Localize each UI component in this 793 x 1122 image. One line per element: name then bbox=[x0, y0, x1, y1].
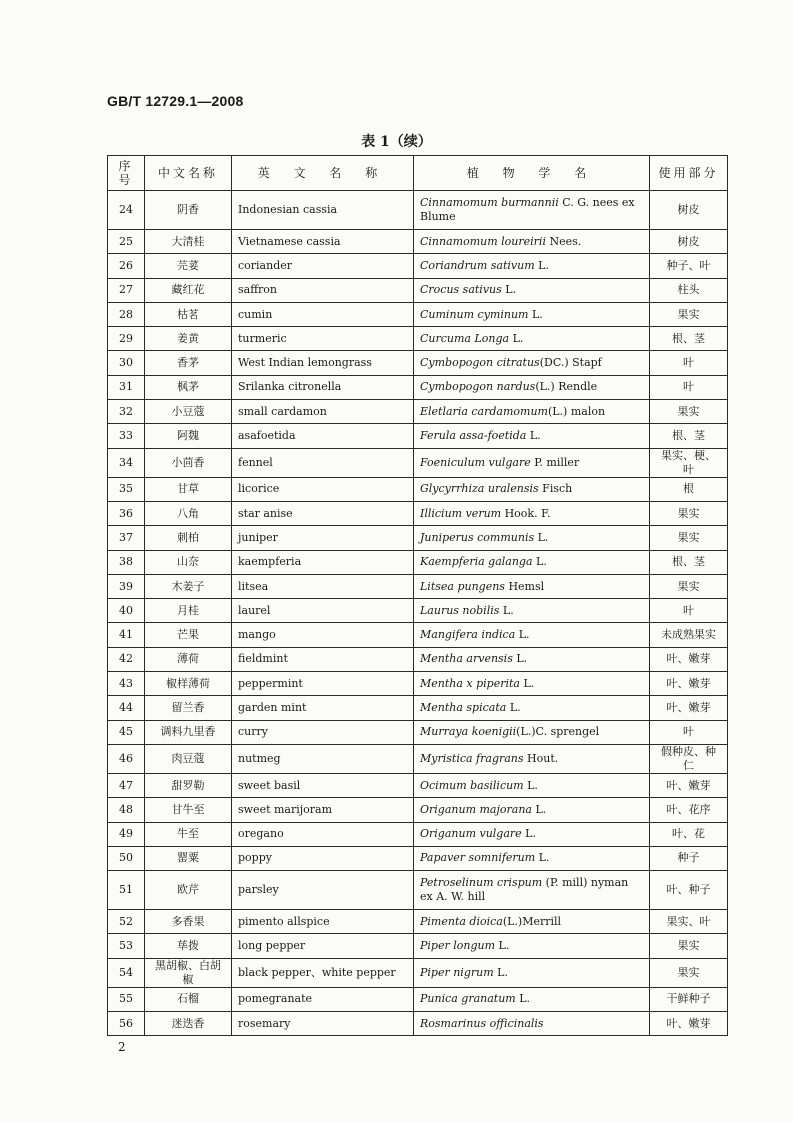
english-name: saffron bbox=[232, 278, 414, 302]
row-number: 28 bbox=[108, 302, 145, 326]
botanical-name bbox=[414, 744, 650, 773]
botanical-author: Hemsl bbox=[504, 579, 545, 593]
botanical-author: L. bbox=[515, 992, 531, 1006]
botanical-author: (L.)Merrill bbox=[502, 914, 562, 928]
plant-part: 柱头 bbox=[650, 278, 728, 302]
chinese-name: 芫荽 bbox=[145, 254, 232, 278]
table-row bbox=[108, 448, 728, 477]
plant-part: 根 bbox=[650, 477, 728, 501]
latin-binomial: Coriandrum sativum bbox=[420, 258, 535, 272]
english-name: Vietnamese cassia bbox=[232, 230, 414, 254]
botanical-author: L. bbox=[495, 939, 510, 953]
botanical-name bbox=[414, 254, 650, 278]
plant-part: 果实、叶 bbox=[650, 910, 728, 934]
botanical-author: L. bbox=[509, 331, 524, 345]
latin-binomial: Mangifera indica bbox=[420, 628, 516, 642]
table-row bbox=[108, 696, 728, 720]
botanical-author: (L.)C. sprengel bbox=[516, 725, 600, 739]
row-number: 29 bbox=[108, 327, 145, 351]
chinese-name: 肉豆蔻 bbox=[145, 744, 232, 773]
english-name: black pepper、white pepper bbox=[232, 958, 414, 987]
chinese-name: 荜拨 bbox=[145, 934, 232, 958]
row-number: 36 bbox=[108, 501, 145, 525]
english-name: peppermint bbox=[232, 672, 414, 696]
latin-binomial: Cymbopogon citratus bbox=[420, 356, 540, 370]
latin-binomial: Cinnamomum loureirii bbox=[420, 234, 546, 248]
chinese-name: 芒果 bbox=[145, 623, 232, 647]
chinese-name: 八角 bbox=[145, 501, 232, 525]
plant-part: 树皮 bbox=[650, 230, 728, 254]
chinese-name: 甘草 bbox=[145, 477, 232, 501]
row-number: 55 bbox=[108, 987, 145, 1011]
col-header-latin: 植 物 学 名 bbox=[414, 156, 650, 191]
latin-binomial: Punica granatum bbox=[420, 992, 516, 1006]
chinese-name: 多香果 bbox=[145, 910, 232, 934]
english-name: oregano bbox=[232, 822, 414, 846]
table-row bbox=[108, 623, 728, 647]
row-number: 39 bbox=[108, 574, 145, 598]
botanical-name bbox=[414, 846, 650, 870]
table-row bbox=[108, 351, 728, 375]
plant-part: 根、茎 bbox=[650, 424, 728, 448]
botanical-name bbox=[414, 1012, 650, 1036]
botanical-author: L. bbox=[531, 802, 547, 816]
plant-part: 果实 bbox=[650, 302, 728, 326]
row-number: 50 bbox=[108, 846, 145, 870]
english-name: sweet basil bbox=[232, 773, 414, 797]
english-name: rosemary bbox=[232, 1012, 414, 1036]
latin-binomial: Piper longum bbox=[420, 939, 496, 953]
botanical-name bbox=[414, 720, 650, 744]
english-name: fieldmint bbox=[232, 647, 414, 671]
latin-binomial: Papaver somniferum bbox=[420, 851, 536, 865]
latin-binomial: Origanum vulgare bbox=[420, 827, 522, 841]
botanical-name bbox=[414, 424, 650, 448]
table-row bbox=[108, 910, 728, 934]
table-row bbox=[108, 846, 728, 870]
botanical-author: L. bbox=[499, 603, 514, 617]
chinese-name: 刺柏 bbox=[145, 526, 232, 550]
botanical-author: L. bbox=[512, 652, 528, 666]
chinese-name: 椒样薄荷 bbox=[145, 672, 232, 696]
table-row bbox=[108, 672, 728, 696]
row-number: 45 bbox=[108, 720, 145, 744]
botanical-author: L. bbox=[534, 258, 549, 272]
english-name: small cardamon bbox=[232, 400, 414, 424]
row-number: 27 bbox=[108, 278, 145, 302]
latin-binomial: Illicium verum bbox=[420, 506, 502, 520]
row-number: 34 bbox=[108, 448, 145, 477]
row-number: 40 bbox=[108, 599, 145, 623]
botanical-name bbox=[414, 448, 650, 477]
latin-binomial: Mentha spicata bbox=[420, 700, 507, 714]
row-number: 43 bbox=[108, 672, 145, 696]
botanical-author: L. bbox=[535, 851, 550, 865]
botanical-author: L. bbox=[528, 307, 543, 321]
plant-part: 叶、嫩芽 bbox=[650, 1012, 728, 1036]
english-name: pimento allspice bbox=[232, 910, 414, 934]
plant-part: 未成熟果实 bbox=[650, 623, 728, 647]
latin-binomial: Ocimum basilicum bbox=[420, 778, 524, 792]
botanical-author: L. bbox=[526, 429, 541, 443]
botanical-author: L. bbox=[501, 283, 517, 297]
english-name: West Indian lemongrass bbox=[232, 351, 414, 375]
chinese-name: 山奈 bbox=[145, 550, 232, 574]
row-number: 37 bbox=[108, 526, 145, 550]
botanical-name bbox=[414, 501, 650, 525]
chinese-name: 甜罗勒 bbox=[145, 773, 232, 797]
table-row bbox=[108, 477, 728, 501]
english-name: curry bbox=[232, 720, 414, 744]
latin-binomial: Piper nigrum bbox=[420, 965, 494, 979]
plant-part: 根、茎 bbox=[650, 550, 728, 574]
row-number: 46 bbox=[108, 744, 145, 773]
table-row bbox=[108, 278, 728, 302]
table-row bbox=[108, 958, 728, 987]
row-number: 38 bbox=[108, 550, 145, 574]
english-name: fennel bbox=[232, 448, 414, 477]
botanical-name bbox=[414, 574, 650, 598]
table-row bbox=[108, 501, 728, 525]
plant-part: 树皮 bbox=[650, 191, 728, 230]
plant-part: 果实 bbox=[650, 934, 728, 958]
latin-binomial: Mentha x piperita bbox=[420, 676, 520, 690]
chinese-name: 小茴香 bbox=[145, 448, 232, 477]
english-name: laurel bbox=[232, 599, 414, 623]
botanical-author: L. bbox=[534, 530, 549, 544]
plant-part: 果实 bbox=[650, 574, 728, 598]
latin-binomial: Litsea pungens bbox=[420, 579, 505, 593]
latin-binomial: Eletlaria cardamomum bbox=[420, 404, 548, 418]
col-header-no: 序号 bbox=[108, 156, 145, 191]
botanical-name bbox=[414, 400, 650, 424]
row-number: 33 bbox=[108, 424, 145, 448]
english-name: mango bbox=[232, 623, 414, 647]
latin-binomial: Curcuma Longa bbox=[420, 331, 510, 345]
botanical-author: P. miller bbox=[530, 455, 580, 469]
row-number: 48 bbox=[108, 798, 145, 822]
col-header-en: 英 文 名 称 bbox=[232, 156, 414, 191]
english-name: star anise bbox=[232, 501, 414, 525]
row-number: 31 bbox=[108, 375, 145, 399]
row-number: 26 bbox=[108, 254, 145, 278]
chinese-name: 枫茅 bbox=[145, 375, 232, 399]
latin-binomial: Cinnamomum burmannii bbox=[420, 196, 559, 209]
page-number: 2 bbox=[118, 1040, 126, 1054]
english-name: pomegranate bbox=[232, 987, 414, 1011]
botanical-author: Fisch bbox=[538, 482, 573, 496]
latin-binomial: Myristica fragrans bbox=[420, 751, 524, 765]
botanical-author: Hook. F. bbox=[501, 506, 551, 520]
latin-binomial: Cuminum cyminum bbox=[420, 307, 529, 321]
botanical-author: (P. mill) nyman ex A. W. hill bbox=[420, 876, 629, 904]
english-name: coriander bbox=[232, 254, 414, 278]
chinese-name: 甘牛至 bbox=[145, 798, 232, 822]
row-number: 24 bbox=[108, 191, 145, 230]
botanical-name bbox=[414, 351, 650, 375]
english-name: sweet marijoram bbox=[232, 798, 414, 822]
latin-binomial: Origanum majorana bbox=[420, 802, 532, 816]
chinese-name: 黑胡椒、白胡椒 bbox=[145, 958, 232, 987]
botanical-name bbox=[414, 599, 650, 623]
chinese-name: 牛至 bbox=[145, 822, 232, 846]
botanical-author: L. bbox=[523, 778, 538, 792]
english-name: garden mint bbox=[232, 696, 414, 720]
table-row bbox=[108, 744, 728, 773]
botanical-author: (L.) malon bbox=[547, 404, 606, 418]
row-number: 32 bbox=[108, 400, 145, 424]
english-name: turmeric bbox=[232, 327, 414, 351]
table-row bbox=[108, 987, 728, 1011]
latin-binomial: Pimenta dioica bbox=[420, 914, 503, 928]
english-name: poppy bbox=[232, 846, 414, 870]
botanical-author: L. bbox=[521, 827, 536, 841]
botanical-author: Hout. bbox=[523, 751, 559, 765]
row-number: 44 bbox=[108, 696, 145, 720]
english-name: kaempferia bbox=[232, 550, 414, 574]
english-name: long pepper bbox=[232, 934, 414, 958]
plant-part: 叶、花 bbox=[650, 822, 728, 846]
plant-part: 叶、花序 bbox=[650, 798, 728, 822]
table-row bbox=[108, 798, 728, 822]
chinese-name: 阿魏 bbox=[145, 424, 232, 448]
botanical-name bbox=[414, 696, 650, 720]
botanical-name bbox=[414, 798, 650, 822]
botanical-author: C. G. nees ex Blume bbox=[420, 196, 635, 223]
botanical-name bbox=[414, 191, 650, 230]
botanical-author: L. bbox=[519, 676, 535, 690]
chinese-name: 迷迭香 bbox=[145, 1012, 232, 1036]
row-number: 47 bbox=[108, 773, 145, 797]
plant-part: 果实、梗、叶 bbox=[650, 448, 728, 477]
botanical-name bbox=[414, 230, 650, 254]
plant-part: 果实 bbox=[650, 958, 728, 987]
chinese-name: 大清桂 bbox=[145, 230, 232, 254]
botanical-name bbox=[414, 647, 650, 671]
chinese-name: 薄荷 bbox=[145, 647, 232, 671]
chinese-name: 香茅 bbox=[145, 351, 232, 375]
botanical-author: L. bbox=[515, 628, 530, 642]
english-name: cumin bbox=[232, 302, 414, 326]
latin-binomial: Cymbopogon nardus bbox=[420, 380, 536, 394]
plant-part: 叶 bbox=[650, 351, 728, 375]
spice-table bbox=[107, 155, 728, 1036]
chinese-name: 藏红花 bbox=[145, 278, 232, 302]
chinese-name: 月桂 bbox=[145, 599, 232, 623]
table-row bbox=[108, 822, 728, 846]
plant-part: 果实 bbox=[650, 400, 728, 424]
botanical-name bbox=[414, 278, 650, 302]
latin-binomial: Petroselinum crispum bbox=[420, 876, 543, 890]
plant-part: 假种皮、种仁 bbox=[650, 744, 728, 773]
botanical-name bbox=[414, 958, 650, 987]
table-row bbox=[108, 574, 728, 598]
latin-binomial: Ferula assa-foetida bbox=[420, 429, 527, 443]
table-title: 表 1（续） bbox=[361, 134, 432, 150]
table-row bbox=[108, 230, 728, 254]
row-number: 53 bbox=[108, 934, 145, 958]
english-name: licorice bbox=[232, 477, 414, 501]
botanical-name bbox=[414, 526, 650, 550]
latin-binomial: Kaempferia galanga bbox=[420, 555, 533, 569]
table-row bbox=[108, 871, 728, 910]
row-number: 56 bbox=[108, 1012, 145, 1036]
botanical-name bbox=[414, 822, 650, 846]
row-number: 30 bbox=[108, 351, 145, 375]
botanical-author: (DC.) Stapf bbox=[539, 356, 602, 370]
row-number: 49 bbox=[108, 822, 145, 846]
english-name: litsea bbox=[232, 574, 414, 598]
table-body bbox=[108, 191, 728, 1036]
english-name: Indonesian cassia bbox=[232, 191, 414, 230]
botanical-name bbox=[414, 910, 650, 934]
table-row bbox=[108, 327, 728, 351]
row-number: 42 bbox=[108, 647, 145, 671]
botanical-name bbox=[414, 327, 650, 351]
plant-part: 根、茎 bbox=[650, 327, 728, 351]
table-row bbox=[108, 302, 728, 326]
table-row bbox=[108, 191, 728, 230]
chinese-name: 罂粟 bbox=[145, 846, 232, 870]
plant-part: 叶、嫩芽 bbox=[650, 647, 728, 671]
plant-part: 叶 bbox=[650, 599, 728, 623]
latin-binomial: Rosmarinus officinalis bbox=[420, 1016, 544, 1030]
botanical-name bbox=[414, 871, 650, 910]
plant-part: 果实 bbox=[650, 501, 728, 525]
table-row bbox=[108, 720, 728, 744]
plant-part: 叶、嫩芽 bbox=[650, 672, 728, 696]
plant-part: 叶、种子 bbox=[650, 871, 728, 910]
row-number: 35 bbox=[108, 477, 145, 501]
botanical-author: (L.) Rendle bbox=[535, 380, 598, 394]
plant-part: 种子、叶 bbox=[650, 254, 728, 278]
latin-binomial: Laurus nobilis bbox=[420, 603, 500, 617]
botanical-name bbox=[414, 672, 650, 696]
botanical-author: L. bbox=[532, 555, 547, 569]
botanical-author: Nees. bbox=[545, 234, 582, 248]
plant-part: 叶 bbox=[650, 375, 728, 399]
plant-part: 叶、嫩芽 bbox=[650, 773, 728, 797]
table-row bbox=[108, 375, 728, 399]
latin-binomial: Murraya koenigii bbox=[420, 725, 517, 739]
row-number: 41 bbox=[108, 623, 145, 647]
row-number: 52 bbox=[108, 910, 145, 934]
plant-part: 叶、嫩芽 bbox=[650, 696, 728, 720]
latin-binomial: Foeniculum vulgare bbox=[420, 455, 531, 469]
table-row bbox=[108, 526, 728, 550]
botanical-name bbox=[414, 550, 650, 574]
col-header-part: 使用部分 bbox=[650, 156, 728, 191]
botanical-name bbox=[414, 302, 650, 326]
chinese-name: 枯茗 bbox=[145, 302, 232, 326]
chinese-name: 姜黄 bbox=[145, 327, 232, 351]
table-row bbox=[108, 599, 728, 623]
table-header-row bbox=[108, 156, 728, 191]
botanical-name bbox=[414, 477, 650, 501]
botanical-name bbox=[414, 375, 650, 399]
latin-binomial: Juniperus communis bbox=[420, 530, 535, 544]
row-number: 51 bbox=[108, 871, 145, 910]
plant-part: 干鲜种子 bbox=[650, 987, 728, 1011]
latin-binomial: Glycyrrhiza uralensis bbox=[420, 482, 539, 496]
english-name: Srilanka citronella bbox=[232, 375, 414, 399]
botanical-name bbox=[414, 987, 650, 1011]
chinese-name: 调料九里香 bbox=[145, 720, 232, 744]
botanical-name bbox=[414, 623, 650, 647]
english-name: juniper bbox=[232, 526, 414, 550]
latin-binomial: Crocus sativus bbox=[420, 283, 502, 297]
botanical-name bbox=[414, 934, 650, 958]
botanical-author: L. bbox=[493, 965, 508, 979]
chinese-name: 欧芹 bbox=[145, 871, 232, 910]
plant-part: 果实 bbox=[650, 526, 728, 550]
standard-code: GB/T 12729.1—2008 bbox=[107, 93, 244, 109]
english-name: parsley bbox=[232, 871, 414, 910]
row-number: 54 bbox=[108, 958, 145, 987]
chinese-name: 阴香 bbox=[145, 191, 232, 230]
plant-part: 叶 bbox=[650, 720, 728, 744]
table-row bbox=[108, 254, 728, 278]
english-name: asafoetida bbox=[232, 424, 414, 448]
table-row bbox=[108, 934, 728, 958]
col-header-cn: 中文名称 bbox=[145, 156, 232, 191]
chinese-name: 小豆蔻 bbox=[145, 400, 232, 424]
table-row bbox=[108, 773, 728, 797]
english-name: nutmeg bbox=[232, 744, 414, 773]
row-number: 25 bbox=[108, 230, 145, 254]
table-row bbox=[108, 647, 728, 671]
chinese-name: 木姜子 bbox=[145, 574, 232, 598]
latin-binomial: Mentha arvensis bbox=[420, 652, 513, 666]
plant-part: 种子 bbox=[650, 846, 728, 870]
table-row bbox=[108, 550, 728, 574]
chinese-name: 留兰香 bbox=[145, 696, 232, 720]
chinese-name: 石榴 bbox=[145, 987, 232, 1011]
table-row bbox=[108, 1012, 728, 1036]
table-row bbox=[108, 400, 728, 424]
table-row bbox=[108, 424, 728, 448]
botanical-author: L. bbox=[506, 700, 521, 714]
botanical-name bbox=[414, 773, 650, 797]
